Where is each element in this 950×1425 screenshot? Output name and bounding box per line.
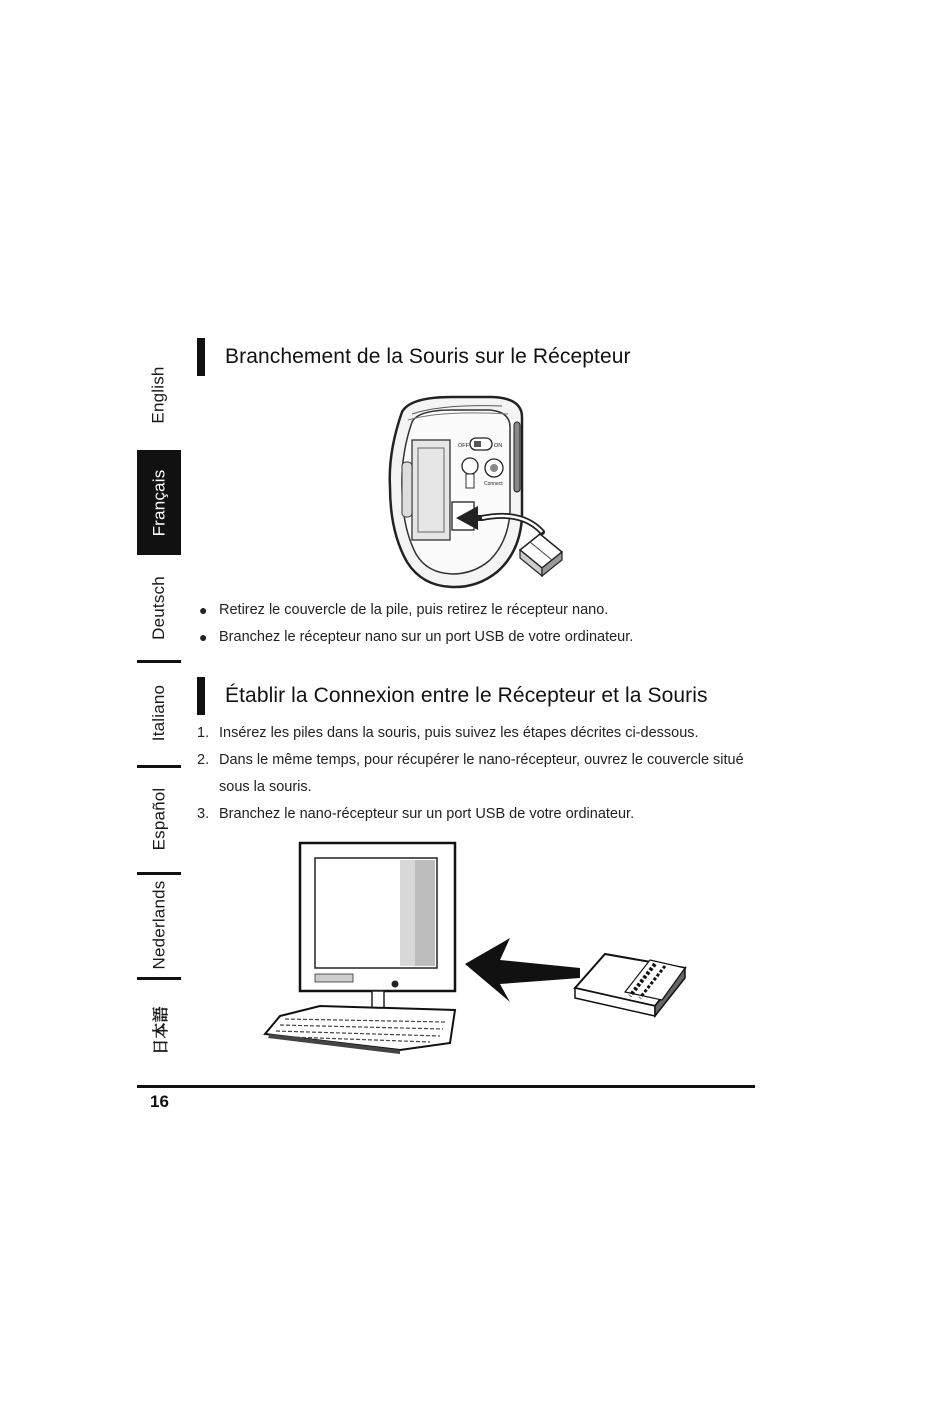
mouse-underside-illustration [382, 392, 582, 592]
lang-tab-english[interactable] [137, 340, 181, 450]
lang-tab-label: Français [149, 469, 169, 536]
lang-tab-italiano[interactable] [137, 663, 181, 763]
lang-tab-label: Español [149, 787, 168, 851]
heading-bar [197, 338, 205, 376]
lang-tab-francais[interactable] [137, 450, 181, 555]
section1-bullet-list [197, 597, 633, 651]
sensor-icon [462, 458, 478, 474]
list-item [197, 597, 633, 624]
lang-tab-japanese[interactable] [137, 995, 181, 1065]
bullet-text: Branchez le récepteur nano sur un port USB de votre ordinateur. [219, 629, 634, 645]
list-item [197, 747, 757, 801]
switch-on-label: ON [494, 443, 503, 449]
lang-tab-espanol[interactable] [137, 768, 181, 870]
step-number: 3. [197, 806, 210, 822]
section2-step-list [197, 720, 757, 828]
lang-tab-nederlands[interactable] [137, 875, 181, 975]
section2-heading [197, 677, 708, 715]
connect-label: Connect [484, 481, 503, 487]
computer-usb-illustration [260, 838, 700, 1058]
step-number: 1. [197, 725, 210, 741]
lang-tab-label: Deutsch [149, 576, 169, 640]
lang-tab-label: Italiano [149, 684, 169, 742]
step-number: 2. [197, 752, 210, 768]
monitor-icon [300, 843, 455, 1011]
lang-tab-label: Nederlands [149, 880, 169, 970]
step-text: Insérez les piles dans la souris, puis suivez les étapes décrites ci-dessous. [219, 725, 699, 741]
language-tabs [0, 0, 190, 1100]
section2-title: Établir la Connexion entre le Récepteur et la Souris [225, 684, 708, 707]
nano-receiver-icon [575, 954, 685, 1016]
lang-tab-deutsch[interactable] [137, 558, 181, 658]
list-item [197, 801, 757, 828]
heading-bar [197, 677, 205, 715]
section1-heading [197, 338, 631, 376]
step-text: Branchez le nano-récepteur sur un port USB de votre ordinateur. [219, 806, 635, 822]
arrow-icon [465, 938, 580, 1002]
bullet-icon: ● [199, 629, 208, 645]
step-text: Dans le même temps, pour récupérer le nano-récepteur, ouvrez le couvercle situé sous la souris. [219, 752, 744, 795]
list-item [197, 624, 633, 651]
keyboard-icon [265, 1006, 455, 1054]
lang-separator [137, 977, 181, 980]
switch-off-label: OFF [458, 443, 469, 449]
section1-title: Branchement de la Souris sur le Récepteur [225, 345, 631, 368]
lang-tab-label: English [149, 366, 169, 424]
bullet-text: Retirez le couvercle de la pile, puis retirez le récepteur nano. [219, 602, 609, 618]
footer-rule [137, 1085, 755, 1088]
list-item [197, 720, 757, 747]
nano-receiver-icon [520, 534, 562, 576]
bullet-icon: ● [199, 602, 208, 618]
page-number: 16 [150, 1092, 169, 1111]
lang-tab-label: 日本語 [150, 1005, 170, 1055]
